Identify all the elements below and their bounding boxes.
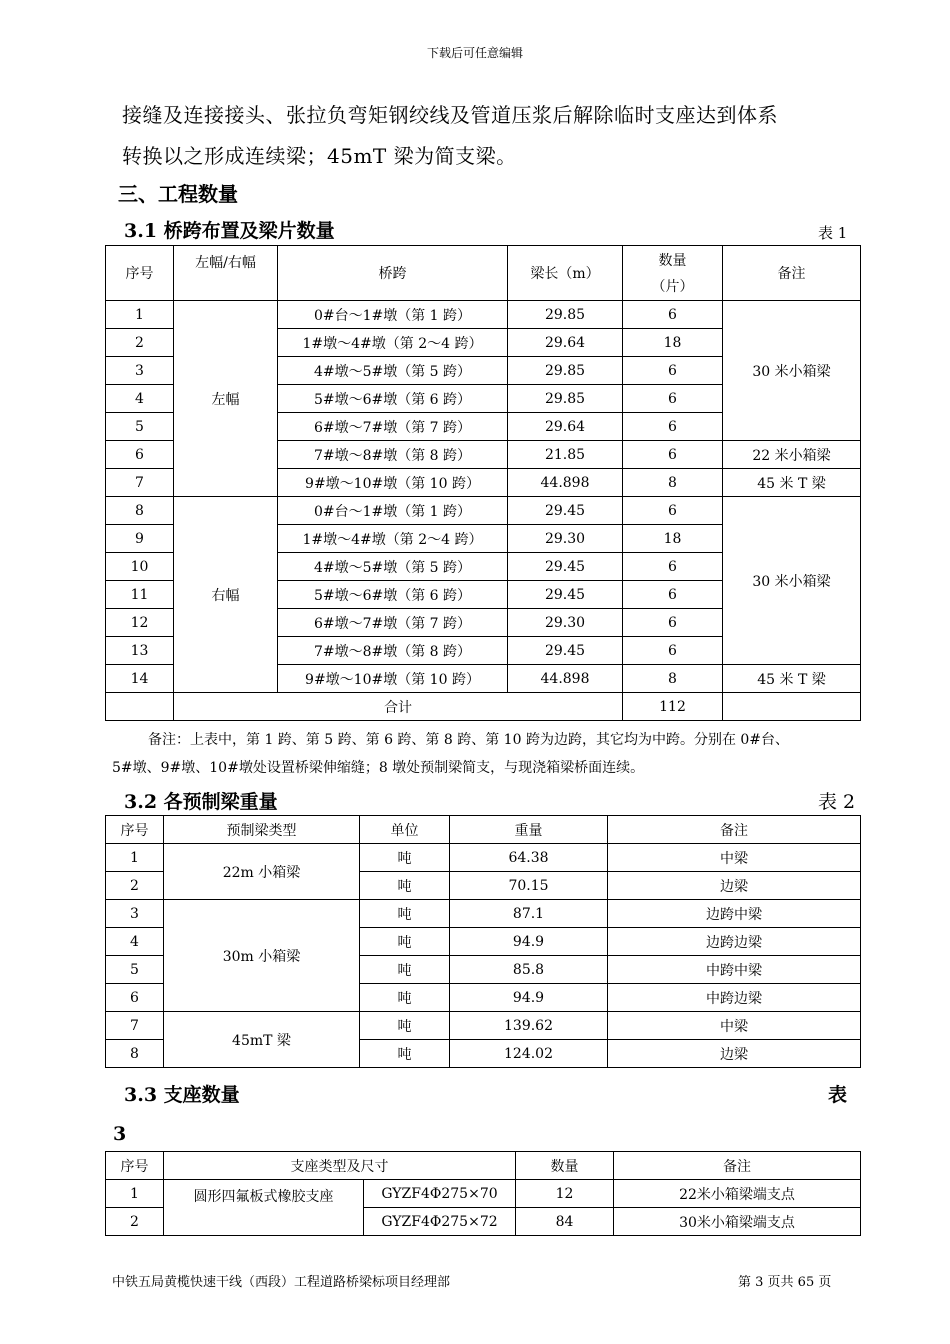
row-no: 3 [106, 900, 164, 928]
row-no: 5 [106, 956, 164, 984]
total-blank [106, 693, 174, 721]
table-2-tag: 表 2 [818, 791, 856, 813]
row-remark: 边跨中梁 [608, 900, 861, 928]
row-length: 29.85 [508, 301, 623, 329]
row-no: 2 [106, 1208, 164, 1236]
row-length: 21.85 [508, 441, 623, 469]
table-1-note-line1: 备注：上表中，第 1 跨、第 5 跨、第 6 跨、第 8 跨、第 10 跨为边跨，其它均为中跨。分别在 0#台、 [148, 732, 790, 748]
row-qty: 18 [623, 525, 723, 553]
row-span: 5#墩～6#墩（第 6 跨） [278, 385, 508, 413]
row-weight: 64.38 [450, 844, 608, 872]
row-no: 5 [106, 413, 174, 441]
table-row [106, 301, 861, 329]
row-no: 6 [106, 441, 174, 469]
row-remark: 中梁 [608, 844, 861, 872]
header-side: 左幅/右幅 [174, 246, 278, 301]
row-span: 4#墩～5#墩（第 5 跨） [278, 357, 508, 385]
table-row [106, 844, 861, 872]
row-qty: 6 [623, 413, 723, 441]
row-no: 8 [106, 1040, 164, 1068]
row-length: 29.85 [508, 385, 623, 413]
row-no: 4 [106, 385, 174, 413]
header-no: 序号 [106, 1152, 164, 1180]
row-length: 44.898 [508, 665, 623, 693]
header-qty-line2: （片） [651, 279, 694, 295]
row-weight: 139.62 [450, 1012, 608, 1040]
remark-22: 22 米小箱梁 [723, 441, 861, 469]
header-qty-line1: 数量 [658, 253, 687, 269]
row-span: 6#墩～7#墩（第 7 跨） [278, 413, 508, 441]
header-unit: 单位 [360, 816, 450, 844]
row-qty: 6 [623, 497, 723, 525]
table-total-row [106, 693, 861, 721]
row-unit: 吨 [360, 1012, 450, 1040]
footer-left: 中铁五局黄榄快速干线（西段）工程道路桥梁标项目经理部 [112, 1275, 451, 1290]
header-qty [623, 246, 723, 301]
type-22m: 22m 小箱梁 [164, 844, 360, 900]
page-header: 下载后可任意编辑 [426, 46, 523, 60]
row-length: 29.45 [508, 497, 623, 525]
bearing-type: 圆形四氟板式橡胶支座 [164, 1180, 364, 1236]
row-no: 3 [106, 357, 174, 385]
row-qty: 84 [516, 1208, 614, 1236]
row-remark: 边梁 [608, 872, 861, 900]
section-3-3-title: 3.3 支座数量 [124, 1084, 240, 1106]
row-span: 4#墩～5#墩（第 5 跨） [278, 553, 508, 581]
row-qty: 18 [623, 329, 723, 357]
row-length: 29.30 [508, 609, 623, 637]
header-remark: 备注 [608, 816, 861, 844]
row-remark: 中梁 [608, 1012, 861, 1040]
row-span: 9#墩～10#墩（第 10 跨） [278, 469, 508, 497]
row-remark: 边跨边梁 [608, 928, 861, 956]
row-unit: 吨 [360, 872, 450, 900]
row-size: GYZF4Φ275×70 [364, 1180, 516, 1208]
row-weight: 70.15 [450, 872, 608, 900]
table-1-note-line2: 5#墩、9#墩、10#墩处设置桥梁伸缩缝；8 墩处预制梁简支，与现浇箱梁桥面连续。 [112, 760, 645, 776]
row-length: 29.45 [508, 553, 623, 581]
section-3-1-title: 3.1 桥跨布置及梁片数量 [124, 220, 335, 242]
row-qty: 6 [623, 441, 723, 469]
row-length: 44.898 [508, 469, 623, 497]
row-length: 29.30 [508, 525, 623, 553]
row-unit: 吨 [360, 984, 450, 1012]
row-qty: 6 [623, 301, 723, 329]
row-qty: 6 [623, 357, 723, 385]
row-length: 29.64 [508, 329, 623, 357]
total-label: 合计 [174, 693, 623, 721]
row-span: 0#台～1#墩（第 1 跨） [278, 497, 508, 525]
type-45m: 45mT 梁 [164, 1012, 360, 1068]
header-remark: 备注 [614, 1152, 861, 1180]
intro-line-2: 转换以之形成连续梁；45mT 梁为简支梁。 [122, 144, 517, 168]
section-title: 三、工程数量 [118, 182, 238, 206]
row-remark: 中跨边梁 [608, 984, 861, 1012]
intro-line-1: 接缝及连接接头、张拉负弯矩钢绞线及管道压浆后解除临时支座达到体系 [122, 103, 778, 127]
row-no: 1 [106, 301, 174, 329]
row-no: 9 [106, 525, 174, 553]
row-weight: 94.9 [450, 984, 608, 1012]
row-no: 13 [106, 637, 174, 665]
header-qty: 数量 [516, 1152, 614, 1180]
row-size: GYZF4Φ275×72 [364, 1208, 516, 1236]
table-1-tag: 表 1 [818, 224, 848, 242]
row-no: 6 [106, 984, 164, 1012]
header-remark: 备注 [723, 246, 861, 301]
row-span: 5#墩～6#墩（第 6 跨） [278, 581, 508, 609]
header-no: 序号 [106, 246, 174, 301]
row-span: 9#墩～10#墩（第 10 跨） [278, 665, 508, 693]
header-length: 梁长（m） [508, 246, 623, 301]
row-unit: 吨 [360, 844, 450, 872]
row-unit: 吨 [360, 956, 450, 984]
row-length: 29.64 [508, 413, 623, 441]
row-span: 1#墩～4#墩（第 2～4 跨） [278, 525, 508, 553]
row-remark: 22米小箱梁端支点 [614, 1180, 861, 1208]
row-no: 2 [106, 872, 164, 900]
row-no: 10 [106, 553, 174, 581]
row-qty: 8 [623, 665, 723, 693]
row-span: 6#墩～7#墩（第 7 跨） [278, 609, 508, 637]
row-remark: 边梁 [608, 1040, 861, 1068]
row-qty: 8 [623, 469, 723, 497]
row-span: 0#台～1#墩（第 1 跨） [278, 301, 508, 329]
row-unit: 吨 [360, 928, 450, 956]
row-no: 1 [106, 844, 164, 872]
section-3-2-title: 3.2 各预制梁重量 [124, 791, 278, 813]
row-no: 12 [106, 609, 174, 637]
table-row [106, 900, 861, 928]
table-bearings [105, 1151, 861, 1236]
row-span: 7#墩～8#墩（第 8 跨） [278, 637, 508, 665]
header-span: 桥跨 [278, 246, 508, 301]
table-row [106, 1012, 861, 1040]
table-row [106, 1180, 861, 1208]
row-qty: 6 [623, 609, 723, 637]
row-no: 1 [106, 1180, 164, 1208]
row-no: 14 [106, 665, 174, 693]
table-3-tag-a: 表 [828, 1084, 848, 1106]
remark-45-left: 45 米 T 梁 [723, 469, 861, 497]
table-header-row [106, 1152, 861, 1180]
row-no: 7 [106, 1012, 164, 1040]
row-weight: 94.9 [450, 928, 608, 956]
type-30m: 30m 小箱梁 [164, 900, 360, 1012]
row-qty: 6 [623, 385, 723, 413]
row-no: 8 [106, 497, 174, 525]
row-remark: 中跨中梁 [608, 956, 861, 984]
row-span: 1#墩～4#墩（第 2～4 跨） [278, 329, 508, 357]
row-weight: 85.8 [450, 956, 608, 984]
row-no: 11 [106, 581, 174, 609]
row-length: 29.45 [508, 581, 623, 609]
row-span: 7#墩～8#墩（第 8 跨） [278, 441, 508, 469]
row-qty: 12 [516, 1180, 614, 1208]
row-remark: 30米小箱梁端支点 [614, 1208, 861, 1236]
remark-45-right: 45 米 T 梁 [723, 665, 861, 693]
row-weight: 87.1 [450, 900, 608, 928]
table-3-tag-b: 3 [113, 1123, 127, 1145]
row-length: 29.45 [508, 637, 623, 665]
row-weight: 124.02 [450, 1040, 608, 1068]
row-qty: 6 [623, 553, 723, 581]
row-no: 2 [106, 329, 174, 357]
row-no: 4 [106, 928, 164, 956]
total-remark-blank [723, 693, 861, 721]
row-length: 29.85 [508, 357, 623, 385]
row-qty: 6 [623, 581, 723, 609]
row-no: 7 [106, 469, 174, 497]
group-right: 右幅 [174, 497, 278, 693]
table-header-row [106, 246, 861, 301]
row-unit: 吨 [360, 1040, 450, 1068]
header-type: 支座类型及尺寸 [164, 1152, 516, 1180]
table-header-row [106, 816, 861, 844]
header-type: 预制梁类型 [164, 816, 360, 844]
row-qty: 6 [623, 637, 723, 665]
footer-page-number: 第 3 页共 65 页 [738, 1275, 832, 1290]
row-unit: 吨 [360, 900, 450, 928]
table-beam-weight [105, 815, 861, 1068]
table-row [106, 497, 861, 525]
header-no: 序号 [106, 816, 164, 844]
group-left: 左幅 [174, 301, 278, 497]
remark-30-right: 30 米小箱梁 [723, 497, 861, 665]
total-qty: 112 [623, 693, 723, 721]
header-weight: 重量 [450, 816, 608, 844]
remark-30-left: 30 米小箱梁 [723, 301, 861, 441]
table-span-layout [105, 245, 861, 721]
